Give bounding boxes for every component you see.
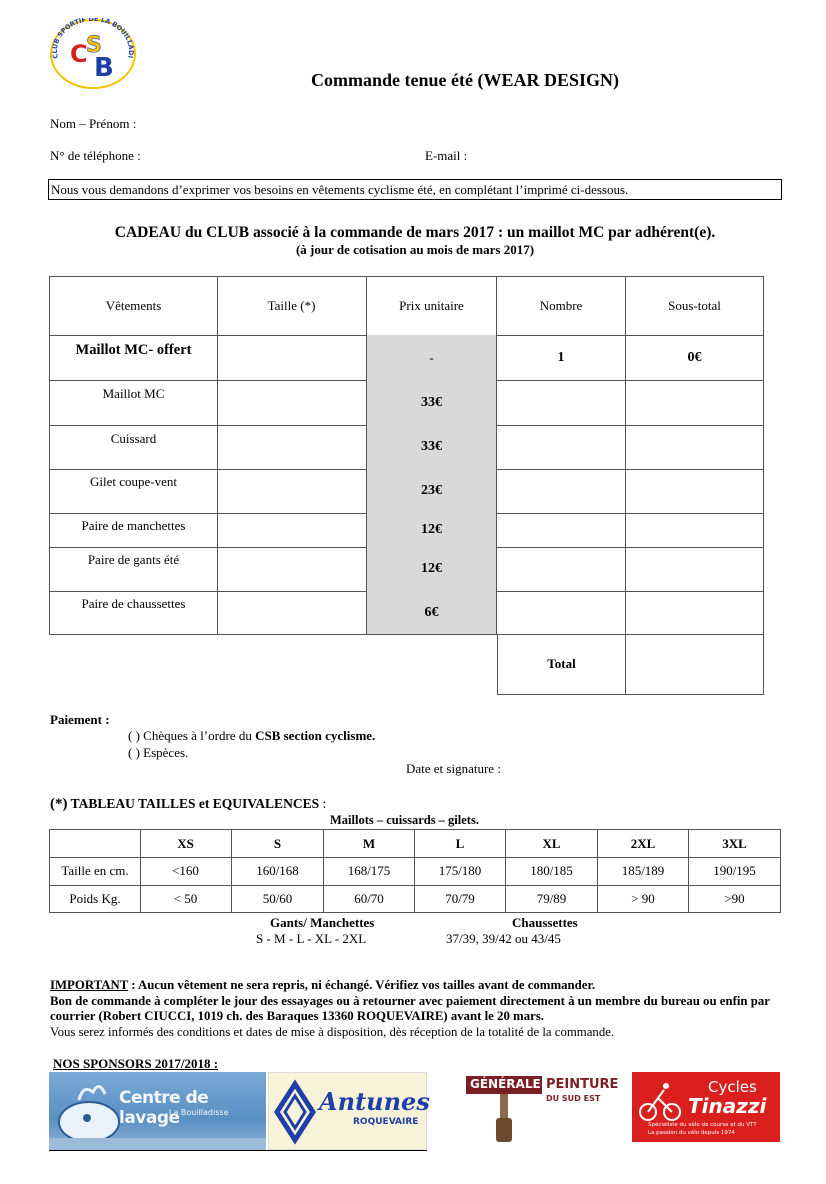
price-cell: 33€ (367, 425, 497, 470)
sizes-header: XS (140, 829, 232, 858)
sponsor-cycles-title: Cycles (708, 1078, 757, 1096)
sizes-row-label: Taille en cm. (49, 857, 141, 886)
sponsor-cycles-name: Tinazzi (688, 1094, 767, 1118)
qty-cell[interactable] (497, 547, 626, 592)
price-cell: - (367, 335, 497, 381)
sizes-table (49, 829, 781, 913)
sponsor-generale-peinture-logo (464, 1074, 619, 1144)
total-label: Total (497, 634, 626, 695)
subtotal-cell (626, 425, 764, 470)
header-prix: Prix unitaire (367, 276, 497, 336)
sizes-cell: 160/168 (232, 857, 324, 886)
svg-text:B: B (94, 53, 114, 83)
sponsor-antunes-sub: ROQUEVAIRE (353, 1117, 419, 1127)
sizes-cell: 185/189 (598, 857, 689, 886)
sizes-header: XL (506, 829, 598, 858)
sponsor-antunes-title: Antunes (319, 1087, 430, 1116)
gloves-sizes: S - M - L - XL - 2XL (256, 931, 367, 946)
sizes-header: 2XL (598, 829, 689, 858)
sizes-header: 3XL (689, 829, 781, 858)
size-input-cell[interactable] (217, 547, 367, 592)
sizes-cell: 180/185 (506, 857, 598, 886)
order-table (49, 276, 764, 696)
phone-field-label: N° de téléphone : (50, 148, 141, 163)
payment-option-cheque[interactable] (128, 728, 375, 744)
size-input-cell[interactable] (217, 335, 367, 381)
size-input-cell[interactable] (217, 380, 367, 426)
name-field-label: Nom – Prénom : (50, 116, 137, 131)
sizes-row-label: Poids Kg. (49, 885, 141, 913)
socks-title: Chaussettes (512, 915, 578, 930)
sponsors-title: NOS SPONSORS 2017/2018 : (53, 1056, 219, 1071)
gift-condition: (à jour de cotisation au mois de mars 2017) (295, 242, 535, 257)
sizes-cell: 79/89 (506, 885, 598, 913)
subtotal-cell (626, 513, 764, 548)
sizes-title-star: (*) (50, 796, 68, 812)
price-cell: 33€ (367, 380, 497, 426)
sponsor-antunes-logo (268, 1072, 430, 1150)
sizes-cell: > 90 (598, 885, 689, 913)
size-input-cell[interactable] (217, 591, 367, 635)
date-signature-label: Date et signature : (406, 761, 501, 776)
sponsor-lavage-sub: La Bouilladisse (169, 1108, 229, 1117)
header-vetements: Vêtements (49, 276, 218, 336)
sizes-header: S (232, 829, 324, 858)
subtotal-cell (626, 591, 764, 635)
total-value-cell (626, 634, 764, 695)
sizes-header: M (324, 829, 415, 858)
header-nombre: Nombre (497, 276, 626, 336)
payment-option-cash[interactable]: ( ) Espèces. (128, 745, 189, 760)
sponsor-generale-sub: DU SUD EST (546, 1094, 601, 1103)
payment-title: Paiement : (50, 712, 110, 727)
price-cell: 12€ (367, 513, 497, 548)
svg-text:C: C (70, 40, 88, 68)
sizes-cell: < 50 (140, 885, 232, 913)
sponsor-cycles-tinazzi-logo (632, 1072, 780, 1142)
item-cell: Cuissard (49, 425, 218, 470)
important-line3: Vous serez informés des conditions et dates de mise à disposition, dès réception de la totalité de la commande. (50, 1024, 615, 1039)
email-field-label: E-mail : (425, 148, 468, 163)
subtotal-cell (626, 380, 764, 426)
item-cell: Paire de chaussettes (49, 591, 218, 635)
sizes-title (50, 796, 326, 813)
size-input-cell[interactable] (217, 425, 367, 470)
sizes-cell: 50/60 (232, 885, 324, 913)
sponsor-cycles-sub2: La passion du vélo depuis 1974 (648, 1130, 735, 1136)
important-line2: Bon de commande à compléter le jour des essayages ou à retourner avec paiement directement à un membre du bureau ou enfin par courrier (Robert CIUCCI, 1019 ch. des Baraques 13360 ROQUEVAIRE) avant le 20 mars. (50, 993, 770, 1023)
sizes-cell: 168/175 (324, 857, 415, 886)
item-cell: Gilet coupe-vent (49, 469, 218, 514)
price-cell: 6€ (367, 591, 497, 635)
item-cell: Maillot MC- offert (49, 335, 218, 381)
subtotal-cell (626, 547, 764, 592)
svg-text:S: S (86, 33, 102, 58)
sponsor-generale-word: PEINTURE (546, 1077, 619, 1092)
sizes-header-blank (49, 829, 141, 858)
qty-cell[interactable] (497, 425, 626, 470)
qty-cell[interactable] (497, 380, 626, 426)
header-sous-total: Sous-total (626, 276, 764, 336)
intro-box: Nous vous demandons d’exprimer vos besoins en vêtements cyclisme été, en complétant l’imprimé ci-dessous. (48, 179, 782, 200)
gloves-title: Gants/ Manchettes (270, 915, 375, 930)
price-cell: 23€ (367, 469, 497, 514)
sizes-cell: 190/195 (689, 857, 781, 886)
sizes-title-colon: : (319, 796, 327, 811)
qty-cell[interactable] (497, 469, 626, 514)
club-logo (48, 18, 138, 90)
important-notice (50, 978, 790, 1040)
important-label: IMPORTANT (50, 978, 128, 992)
subtotal-cell: 0€ (626, 335, 764, 381)
qty-cell[interactable]: 1 (497, 335, 626, 381)
sizes-cell: >90 (689, 885, 781, 913)
sponsor-lavage-title: Centre de lavage (119, 1088, 209, 1128)
sponsor-cycles-sub1: Spécialiste du vélo de course et du VTT (648, 1122, 757, 1128)
qty-cell[interactable] (497, 513, 626, 548)
item-cell: Paire de gants été (49, 547, 218, 592)
gift-notice: CADEAU du CLUB associé à la commande de mars 2017 : un maillot MC par adhérent(e). (114, 224, 716, 241)
price-cell: 12€ (367, 547, 497, 592)
size-input-cell[interactable] (217, 513, 367, 548)
qty-cell[interactable] (497, 591, 626, 635)
sizes-cell: <160 (140, 857, 232, 886)
page-title: Commande tenue été (WEAR DESIGN) (311, 70, 619, 90)
sizes-header: L (415, 829, 506, 858)
sizes-cell: 60/70 (324, 885, 415, 913)
sponsor-generale-title: GÉNÉRALE (470, 1077, 541, 1091)
sponsor-divider (49, 1150, 427, 1151)
logo-ring-text: CLUB SPORTIF DE LA BOUILLADI (50, 18, 136, 60)
item-cell: Paire de manchettes (49, 513, 218, 548)
socks-sizes: 37/39, 39/42 ou 43/45 (446, 931, 561, 946)
subtotal-cell (626, 469, 764, 514)
size-input-cell[interactable] (217, 469, 367, 514)
important-line1: : Aucun vêtement ne sera repris, ni échangé. Vérifiez vos tailles avant de commander. (128, 978, 596, 992)
sizes-title-text: TABLEAU TAILLES et EQUIVALENCES (67, 796, 320, 811)
sponsor-centre-lavage-logo (49, 1072, 266, 1150)
sizes-cell: 70/79 (415, 885, 506, 913)
sizes-cell: 175/180 (415, 857, 506, 886)
payment-option-cheque-text: ( ) Chèques à l’ordre du (128, 728, 256, 743)
header-taille: Taille (*) (217, 276, 367, 336)
payment-option-cheque-bold: CSB section cyclisme. (255, 728, 376, 743)
sizes-subtitle: Maillots – cuissards – gilets. (330, 813, 479, 827)
item-cell: Maillot MC (49, 380, 218, 426)
